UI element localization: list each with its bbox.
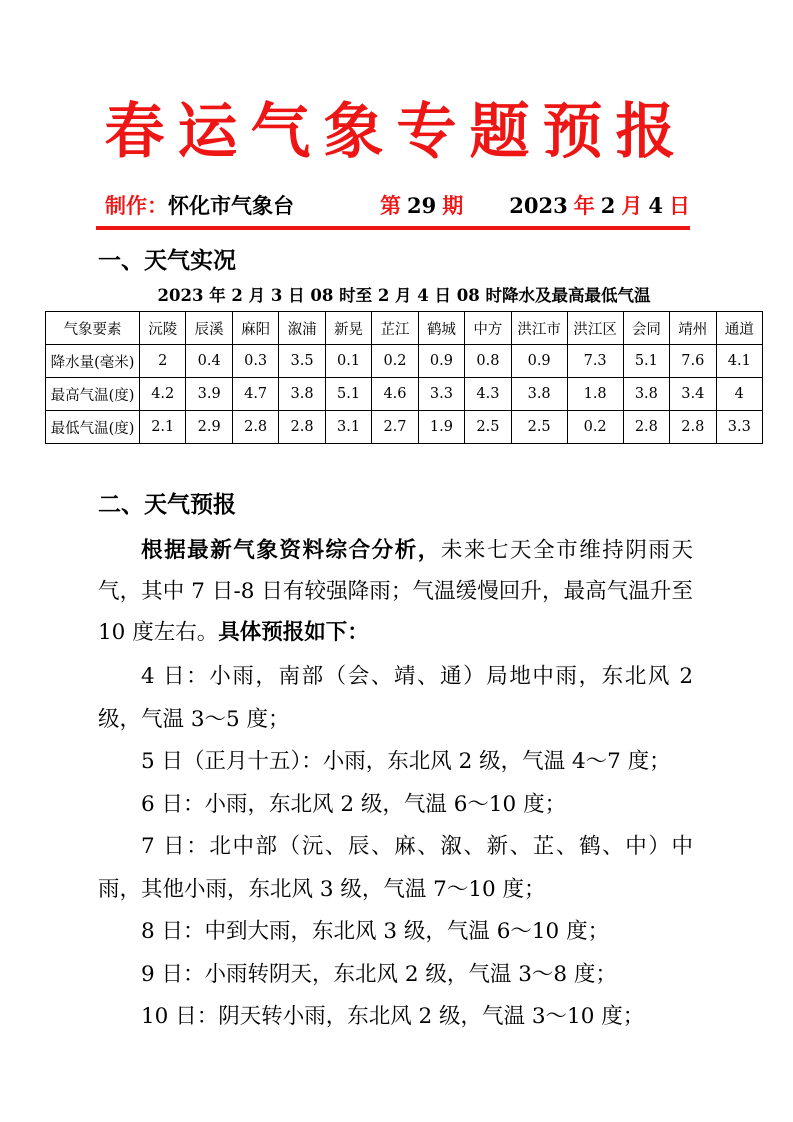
weather-table-body — [46, 345, 763, 444]
row-label: 最高气温(度) — [46, 378, 140, 411]
forecast-line-5: 8 日：中到大雨，东北风 3 级，气温 6～10 度； — [141, 919, 610, 944]
weather-table-wrap — [45, 311, 793, 444]
date-day: 4 — [648, 193, 663, 218]
table-cell: 4 — [716, 378, 762, 411]
table-cell: 0.3 — [232, 345, 278, 378]
produce-label: 制作： — [105, 193, 168, 218]
table-row — [46, 345, 763, 378]
col-header-station: 芷江 — [372, 312, 418, 345]
forecast-line-6: 9 日：小雨转阴天，东北风 2 级，气温 3～8 度； — [141, 961, 617, 987]
date-day-unit: 日 — [669, 193, 690, 218]
table-cell: 1.9 — [418, 411, 464, 444]
table-cell: 2 — [140, 345, 186, 378]
table-cell: 4.7 — [232, 378, 278, 411]
table-cell: 3.8 — [623, 378, 669, 411]
forecast-intro-body: 未来七天全市维持阴雨天气，其中 7 日-8 日有较强降雨；气温缓慢回升，最高气温升至 10 度左右。 — [98, 538, 693, 645]
issue-number: 29 — [407, 193, 437, 218]
col-header-station: 辰溪 — [186, 312, 232, 345]
col-header-station: 新晃 — [325, 312, 371, 345]
table-cell: 3.5 — [279, 345, 325, 378]
table-cell: 3.8 — [511, 378, 567, 411]
table-cell: 0.2 — [372, 345, 418, 378]
producer-block — [105, 192, 294, 220]
col-header-station: 会同 — [623, 312, 669, 345]
table-cell: 3.4 — [670, 378, 716, 411]
col-header-station: 洪江市 — [511, 312, 567, 345]
table-cell: 4.6 — [372, 378, 418, 411]
table-cell: 2.8 — [623, 411, 669, 444]
table-row — [46, 378, 763, 411]
forecast-list — [0, 656, 793, 1039]
weather-table — [45, 311, 763, 444]
table-cell: 4.3 — [465, 378, 511, 411]
table-cell: 4.2 — [140, 378, 186, 411]
col-header-element: 气象要素 — [46, 312, 140, 345]
table-cell: 3.3 — [716, 411, 762, 444]
table-cell: 1.8 — [567, 378, 623, 411]
table-cell: 3.9 — [186, 378, 232, 411]
col-header-station: 溆浦 — [279, 312, 325, 345]
table-cell: 0.2 — [567, 411, 623, 444]
date-month: 2 — [600, 193, 616, 218]
table-cell: 3.3 — [418, 378, 464, 411]
table-cell: 3.8 — [279, 378, 325, 411]
col-header-station: 洪江区 — [567, 312, 623, 345]
issue-date-block — [509, 192, 690, 220]
weather-table-head — [46, 312, 763, 345]
page-title: 春运气象专题预报 — [104, 97, 689, 167]
issue-prefix: 第 — [380, 193, 402, 218]
forecast-line-4: 7 日：北中部（沅、辰、麻、溆、新、芷、鹤、中）中雨，其他小雨，东北风 3 级，气温 7～10 度； — [98, 834, 693, 902]
table-cell: 3.1 — [325, 411, 371, 444]
table-cell: 2.8 — [232, 411, 278, 444]
table-cell: 2.5 — [465, 411, 511, 444]
col-header-station: 鹤城 — [418, 312, 464, 345]
row-label: 最低气温(度) — [46, 411, 140, 444]
table-cell: 7.6 — [670, 345, 716, 378]
forecast-intro-paragraph — [98, 530, 693, 653]
table-cell: 4.1 — [716, 345, 762, 378]
date-year-unit: 年 — [573, 193, 595, 218]
table-cell: 0.8 — [465, 345, 511, 378]
forecast-line-1: 4 日：小雨，南部（会、靖、通）局地中雨，东北风 2 级，气温 3～5 度； — [98, 664, 693, 732]
forecast-line-7: 10 日：阴天转小雨，东北风 2 级，气温 3～10 度； — [141, 1004, 645, 1029]
table-cell: 2.5 — [511, 411, 567, 444]
col-header-station: 靖州 — [670, 312, 716, 345]
table-cell: 5.1 — [623, 345, 669, 378]
table-cell: 0.9 — [511, 345, 567, 378]
section-2-heading: 二、天气预报 — [98, 491, 236, 518]
table-cell: 2.7 — [372, 411, 418, 444]
issue-suffix: 期 — [442, 193, 464, 218]
doc-meta-line — [96, 192, 690, 220]
date-year: 2023 — [509, 193, 568, 218]
table-cell: 7.3 — [567, 345, 623, 378]
row-label: 降水量(毫米) — [46, 345, 140, 378]
masthead-divider — [96, 226, 690, 230]
table-cell: 2.9 — [186, 411, 232, 444]
col-header-station: 通道 — [716, 312, 762, 345]
table-cell: 5.1 — [325, 378, 371, 411]
forecast-intro-lead: 根据最新气象资料综合分析， — [141, 538, 441, 563]
forecast-line-2: 5 日（正月十五）：小雨，东北风 2 级，气温 4～7 度； — [141, 749, 671, 774]
col-header-station: 沅陵 — [140, 312, 186, 345]
table-cell: 0.4 — [186, 345, 232, 378]
table-cell: 2.1 — [140, 411, 186, 444]
section-1-heading: 一、天气实况 — [98, 247, 236, 274]
date-month-unit: 月 — [621, 193, 643, 218]
col-header-station: 中方 — [465, 312, 511, 345]
table-header-row — [46, 312, 763, 345]
table-cell: 0.9 — [418, 345, 464, 378]
producer-name: 怀化市气象台 — [168, 193, 294, 218]
issue-number-block — [380, 192, 463, 220]
table-row — [46, 411, 763, 444]
table-cell: 0.1 — [325, 345, 371, 378]
forecast-intro-tail: 具体预报如下： — [218, 620, 369, 645]
col-header-station: 麻阳 — [232, 312, 278, 345]
forecast-line-3: 6 日：小雨，东北风 2 级，气温 6～10 度； — [141, 791, 567, 817]
table-cell: 2.8 — [670, 411, 716, 444]
table-cell: 2.8 — [279, 411, 325, 444]
weather-table-caption: 2023 年 2 月 3 日 08 时至 2 月 4 日 08 时降水及最高最低气温 — [157, 286, 651, 305]
